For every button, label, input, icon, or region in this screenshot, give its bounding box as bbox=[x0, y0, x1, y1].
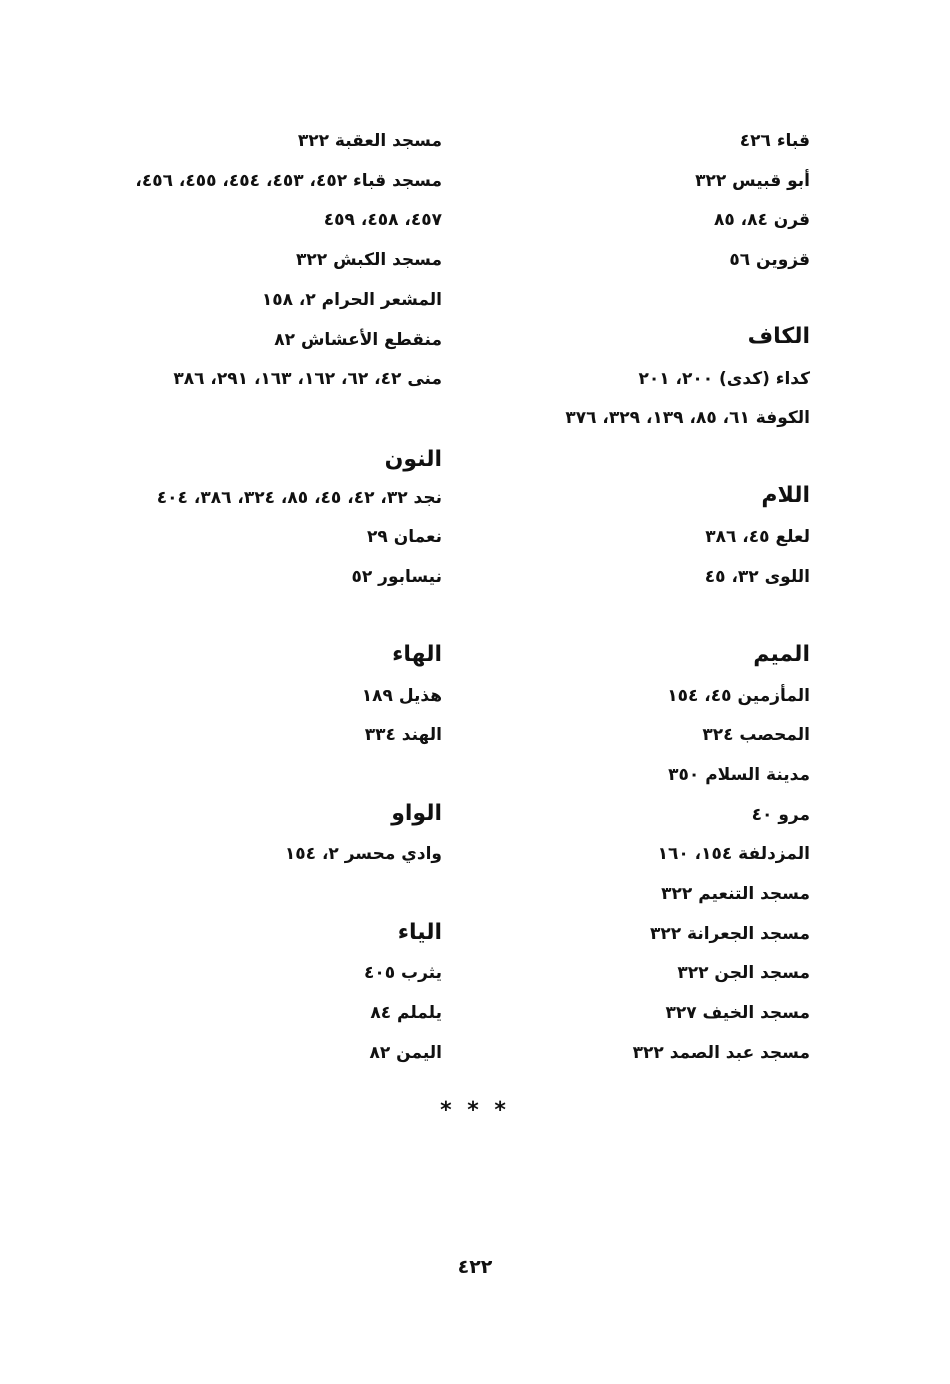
section-heading-waw: الواو bbox=[391, 801, 442, 826]
entry-al-liwa: اللوى ٣٢، ٤٥ bbox=[704, 567, 810, 587]
entry-yalamlam: يلملم ٨٤ bbox=[370, 1003, 442, 1023]
entry-yathrib: يثرب ٤٠٥ bbox=[363, 963, 442, 983]
section-heading-ha: الهاء bbox=[392, 642, 442, 667]
entry-al-yaman: اليمن ٨٢ bbox=[369, 1043, 442, 1063]
entry-kufa: الكوفة ٦١، ٨٥، ١٣٩، ٣٢٩، ٣٧٦ bbox=[565, 408, 810, 428]
entry-mina: منى ٤٢، ٦٢، ١٦٢، ١٦٣، ٢٩١، ٣٨٦ bbox=[173, 369, 442, 389]
entry-masjid-al-kabsh: مسجد الكبش ٣٢٢ bbox=[296, 250, 442, 270]
entry-qazwin: قزوين ٥٦ bbox=[729, 250, 810, 270]
entry-marw: مرو ٤٠ bbox=[751, 805, 810, 825]
entry-masjid-quba-continued: ٤٥٧، ٤٥٨، ٤٥٩ bbox=[323, 210, 442, 230]
entry-naysabur: نيسابور ٥٢ bbox=[351, 567, 442, 587]
entry-masjid-quba: مسجد قباء ٤٥٢، ٤٥٣، ٤٥٤، ٤٥٥، ٤٥٦، bbox=[135, 171, 442, 191]
entry-masjid-al-aqaba: مسجد العقبة ٣٢٢ bbox=[297, 131, 442, 151]
entry-qarn: قرن ٨٤، ٨٥ bbox=[713, 210, 810, 230]
entry-hudhail: هذيل ١٨٩ bbox=[361, 686, 442, 706]
page-number: ٤٢٢ bbox=[457, 1256, 493, 1278]
entry-al-muzdalifa: المزدلفة ١٥٤، ١٦٠ bbox=[657, 844, 810, 864]
entry-masjid-al-khaif: مسجد الخيف ٣٢٧ bbox=[665, 1003, 810, 1023]
entry-masjid-al-jirana: مسجد الجعرانة ٣٢٢ bbox=[649, 924, 810, 944]
entry-wadi-muhassir: وادي محسر ٢، ١٥٤ bbox=[284, 844, 442, 864]
entry-masjid-al-tanim: مسجد التنعيم ٣٢٢ bbox=[661, 884, 810, 904]
entry-la-la: لعلع ٤٥، ٣٨٦ bbox=[705, 527, 810, 547]
section-heading-nun: النون bbox=[384, 447, 442, 472]
entry-madinat-al-salam: مدينة السلام ٣٥٠ bbox=[668, 765, 810, 785]
section-heading-kaf: الكاف bbox=[747, 324, 810, 349]
entry-quba: قباء ٤٢٦ bbox=[739, 131, 810, 151]
entry-numan: نعمان ٢٩ bbox=[367, 527, 442, 547]
entry-munqata-al-ashash: منقطع الأعشاش ٨٢ bbox=[274, 330, 442, 350]
section-heading-lam: اللام bbox=[761, 483, 810, 508]
entry-al-mashar-al-haram: المشعر الحرام ٢، ١٥٨ bbox=[261, 290, 442, 310]
entry-abu-qubais: أبو قبيس ٣٢٢ bbox=[695, 171, 810, 191]
section-heading-mim: الميم bbox=[753, 642, 810, 667]
entry-al-muhassab: المحصب ٣٢٤ bbox=[702, 725, 810, 745]
section-separator: * * * bbox=[440, 1098, 510, 1123]
section-heading-ya: الياء bbox=[397, 920, 442, 945]
entry-najd: نجد ٣٢، ٤٢، ٤٥، ٨٥، ٣٢٤، ٣٨٦، ٤٠٤ bbox=[156, 488, 442, 508]
entry-masjid-al-jinn: مسجد الجن ٣٢٢ bbox=[677, 963, 810, 983]
entry-al-hind: الهند ٣٣٤ bbox=[364, 725, 442, 745]
entry-masjid-abd-al-samad: مسجد عبد الصمد ٣٢٢ bbox=[632, 1043, 810, 1063]
entry-al-maazimain: المأزمين ٤٥، ١٥٤ bbox=[667, 686, 810, 706]
entry-kada: كداء (كدى) ٢٠٠، ٢٠١ bbox=[638, 369, 810, 389]
